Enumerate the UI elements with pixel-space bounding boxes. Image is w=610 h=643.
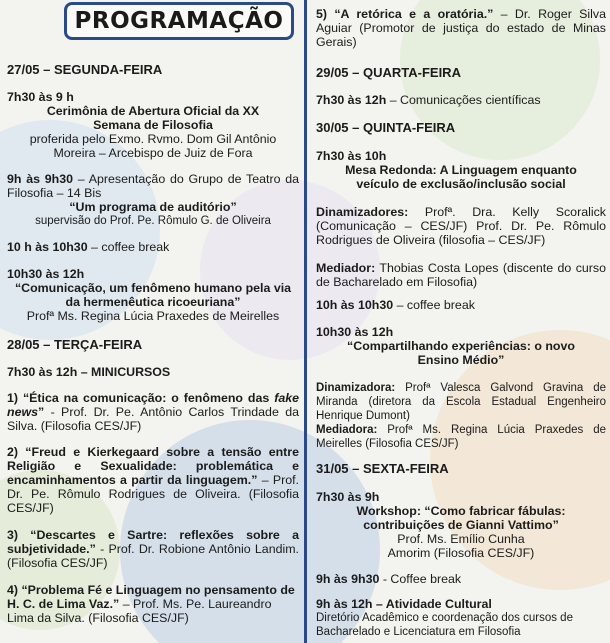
panel-dinamizadora (316, 381, 606, 423)
minicourse-title: 4) “Problema Fé e Linguagem no pensamento de H. C. de Lima Vaz.” (7, 583, 295, 611)
event-title: “Um programa de auditório” (69, 200, 237, 214)
time-slot: 10h às 10h30 (316, 298, 394, 312)
minicourse-title: 1) “Ética na comunicação: o fenômeno das (7, 391, 275, 405)
event-title: “Compartilhando experiências: o novo Ensino Médio” (347, 339, 575, 367)
minicourse-title: 3) “Descartes e Sartre: reflexões sobre a subjetividade.” (7, 528, 299, 556)
event-title: “Comunicação, um fenômeno humano pela via da hermenêutica ricoeuriana” (14, 281, 292, 309)
minicourse-item (7, 391, 299, 433)
break-text: – coffee break (87, 240, 170, 254)
break-entry (316, 572, 606, 586)
event-entry (316, 93, 606, 107)
minicourse-speaker: - Prof. Dr. Robione Antônio Landim. (Filosofia CES/JF) (7, 542, 299, 570)
event-text: – Apresentação do Grupo de Teatro da Filosofia – 14 Bis (7, 172, 300, 200)
time-slot: 7h30 às 12h – MINICURSOS (7, 365, 171, 379)
page-title: PROGRAMAÇÃO (64, 2, 294, 40)
break-text: - Coffee break (379, 572, 462, 586)
role-label: Dinamizadores: (316, 205, 409, 219)
panel-dinamizadores (316, 205, 606, 247)
minicourse-title-close: ” (38, 405, 45, 419)
minicourse-title: 2) “Freud e Kierkegaard sobre a tensão entre Religião e Sexualidade: problemática e encaminhamentos a partir da linguagem.” (7, 445, 299, 487)
minicourse-title: 5) “A retórica e a oratória.” (316, 7, 494, 21)
time-slot: 7h30 às 9 h (7, 90, 74, 104)
minicourse-item (7, 445, 299, 515)
minicourse-item (7, 528, 299, 570)
left-column (7, 0, 299, 643)
role-text: Profª Valesca Galvond Gravina de Miranda (diretora da Escola Estadual Engenheiro Henrique Dumont) (316, 382, 606, 422)
panel-mediadora (316, 423, 606, 451)
break-entry (7, 240, 299, 254)
break-text: – coffee break (393, 298, 475, 312)
panel-mediador (316, 261, 606, 289)
event-speaker: Prof. Ms. Emílio Cunha Amorim (Filosofia CES/JF) (387, 532, 535, 560)
role-label: Mediador: (316, 261, 376, 275)
event-entry (7, 172, 299, 200)
time-slot: 7h30 às 9h (316, 490, 380, 504)
role-text: Profª Ms. Regina Lúcia Praxedes de Meirelles (Filosofia CES/JF) (316, 424, 606, 450)
event-title: Cerimônia de Abertura Oficial da XX Semana de Filosofia (46, 104, 260, 132)
break-entry (316, 298, 606, 312)
day-header-tuesday: 28/05 – TERÇA-FEIRA (7, 337, 143, 352)
role-text: Profª. Dra. Kelly Scoralick (Comunicação – CES/JF) Prof. Dr. Pe. Rômulo Rodrigues de Oliveira (filosofia – CES/JF) (316, 205, 606, 247)
role-label: Dinamizadora: (316, 382, 396, 394)
time-slot: 9h às 9h30 (7, 172, 74, 186)
event-text: Diretório Acadêmico e coordenação dos cursos de Bacharelado e Licenciatura em Filosofia (316, 612, 573, 638)
time-slot: 7h30 às 10h (316, 149, 387, 163)
day-header-thursday: 30/05 – QUINTA-FEIRA (316, 120, 456, 135)
minicourse-speaker: – Prof. Ms. Pe. Laureandro Lima da Silva. (Filosofia CES/JF) (7, 597, 272, 625)
time-slot: 10 h às 10h30 (7, 240, 88, 254)
column-divider (304, 0, 307, 643)
time-slot: 7h30 às 12h (316, 93, 387, 107)
time-slot: 10h30 às 12h (316, 325, 394, 339)
day-header-monday: 27/05 – SEGUNDA-FEIRA (7, 62, 163, 77)
event-text: – Comunicações científicas (386, 93, 541, 107)
minicourse-speaker: – Dr. Roger Silva Aguiar (Promotor de justiça do estado de Minas Gerais) (316, 7, 606, 49)
minicourse-item (7, 583, 299, 625)
time-slot: 9h às 9h30 (316, 572, 380, 586)
right-column (316, 0, 606, 643)
event-supervision: supervisão do Prof. Pe. Rômulo G. de Oliveira (35, 215, 271, 227)
day-header-wednesday: 29/05 – QUARTA-FEIRA (316, 65, 461, 80)
event-title: Workshop: “Como fabricar fábulas: contribuições de Gianni Vattimo” (356, 504, 566, 532)
event-speaker: Profª Ms. Regina Lúcia Praxedes de Meirelles (26, 309, 280, 323)
event-description: proferida pelo Exmo. Rvmo. Dom Gil Antônio Moreira – Arcebispo de Juiz de Fora (29, 132, 277, 160)
role-label: Mediadora: (316, 424, 378, 436)
event-title: Mesa Redonda: A Linguagem enquanto veículo de exclusão/inclusão social (345, 163, 577, 191)
minicourse-title-italic: fake news (7, 391, 299, 419)
minicourse-item (316, 7, 606, 49)
time-slot: 9h às 12h – Atividade Cultural (316, 597, 492, 611)
minicourse-speaker: - Prof. Dr. Pe. Antônio Carlos Trindade da Silva. (Filosofia CES/JF) (7, 405, 299, 433)
minicourse-speaker: – Prof. Dr. Pe. Rômulo Rodrigues de Oliveira. (Filosofia CES/JF) (7, 473, 300, 515)
day-header-friday: 31/05 – SEXTA-FEIRA (316, 461, 449, 476)
time-slot: 10h30 às 12h (7, 267, 85, 281)
role-text: Thobias Costa Lopes (discente do curso de Bacharelado em Filosofia) (316, 261, 606, 289)
